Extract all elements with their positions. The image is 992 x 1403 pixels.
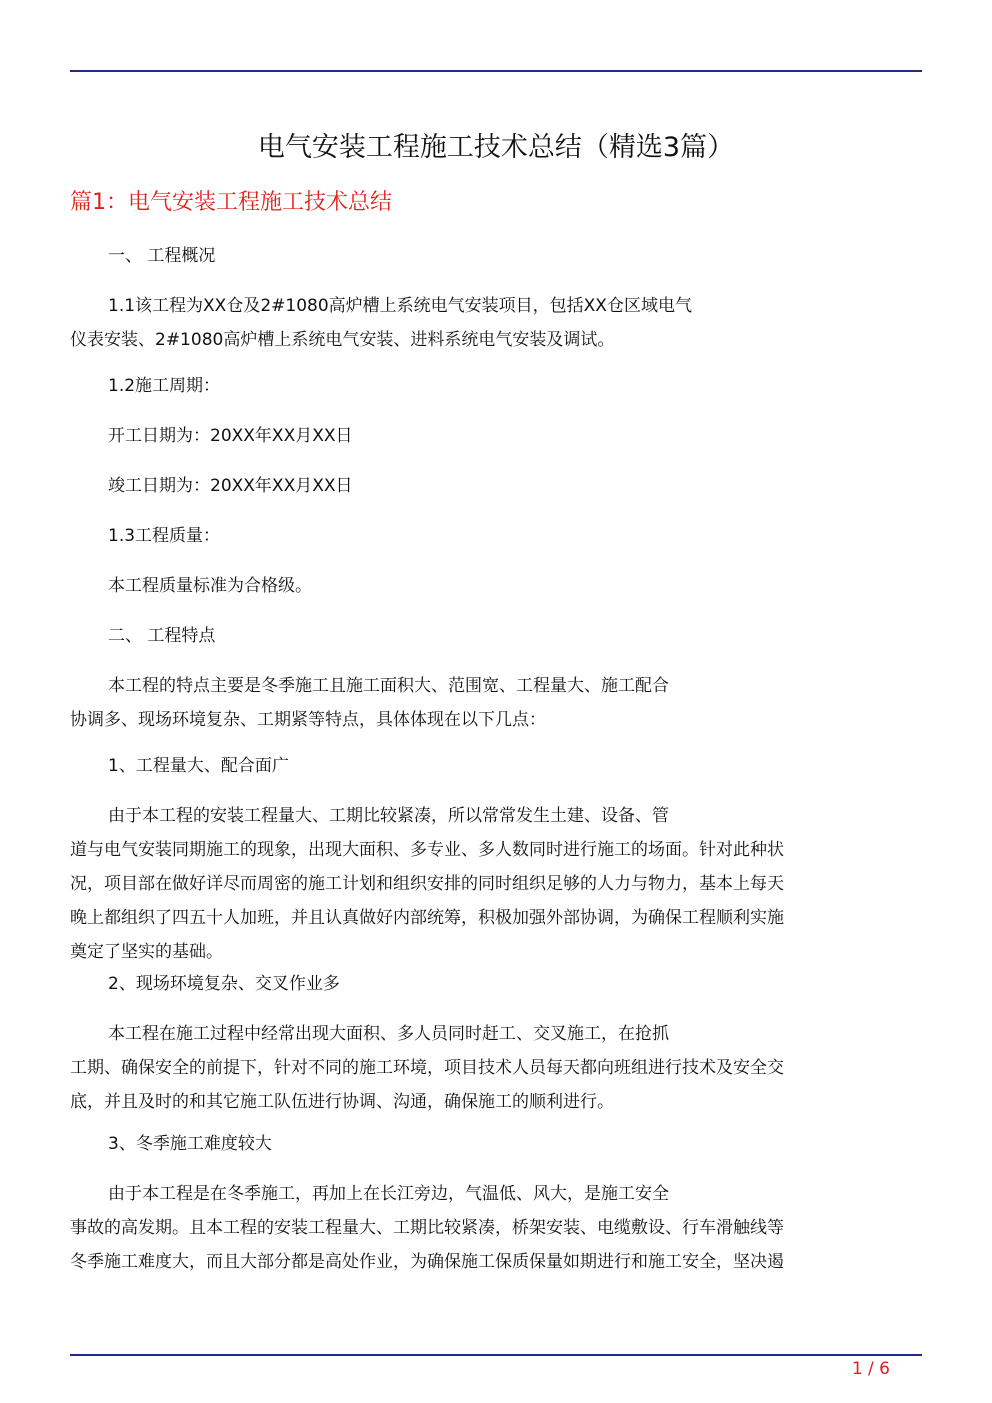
- text-line: 协调多、现场环境复杂、工期紧等特点，具体体现在以下几点：: [70, 710, 546, 730]
- text-line: 工期、确保安全的前提下，针对不同的施工环境，项目技术人员每天都向班组进行技术及安全交: [70, 1058, 784, 1078]
- item-construction-period: [70, 369, 912, 403]
- text-line: 一、 工程概况: [108, 246, 216, 266]
- text-line: 1.3工程质量：: [108, 526, 221, 546]
- text-line: 奠定了坚实的基础。: [70, 942, 223, 962]
- item-completion-date: [70, 469, 912, 503]
- text-line: 况，项目部在做好详尽而周密的施工计划和组织安排的同时组织足够的人力与物力，基本上每天: [70, 874, 784, 894]
- text-line: 本工程在施工过程中经常出现大面积、多人员同时赶工、交叉施工，在抢抓: [108, 1024, 669, 1044]
- text-line: 由于本工程是在冬季施工，再加上在长江旁边，气温低、风大，是施工安全: [108, 1184, 669, 1204]
- text-line: 由于本工程的安装工程量大、工期比较紧凑，所以常常发生土建、设备、管: [108, 806, 669, 826]
- text-line: 2、现场环境复杂、交叉作业多: [108, 974, 340, 994]
- subheading-winter-construction: [70, 1127, 912, 1161]
- header-rule: [70, 70, 922, 72]
- paragraph-features-intro: [70, 669, 912, 737]
- text-line: 底，并且及时的和其它施工队伍进行协调、沟通，确保施工的顺利进行。: [70, 1092, 614, 1112]
- text-line: 本工程的特点主要是冬季施工且施工面积大、范围宽、工程量大、施工配合: [108, 676, 669, 696]
- paragraph-site-environment: [70, 1017, 912, 1119]
- text-line: 晚上都组织了四五十人加班，并且认真做好内部统筹，积极加强外部协调，为确保工程顺利实施: [70, 908, 784, 928]
- heading-overview: [70, 239, 912, 273]
- item-start-date: [70, 419, 912, 453]
- paragraph-project-scope: [70, 289, 912, 357]
- text-line: 二、 工程特点: [108, 626, 216, 646]
- text-line: 本工程质量标准为合格级。: [108, 576, 312, 596]
- text-line: 事故的高发期。且本工程的安装工程量大、工期比较紧凑，桥架安装、电缆敷设、行车滑触线等: [70, 1218, 784, 1238]
- item-quality-standard: [70, 569, 912, 603]
- page-number: 1 / 6: [851, 1359, 890, 1379]
- item-project-quality: [70, 519, 912, 553]
- footer-rule: [70, 1354, 922, 1356]
- heading-features: [70, 619, 912, 653]
- section-heading: 篇1：电气安装工程施工技术总结: [70, 190, 392, 215]
- text-line: 1.2施工周期：: [108, 376, 221, 396]
- text-line: 1.1该工程为XX仓及2#1080高炉槽上系统电气安装项目，包括XX仓区域电气: [108, 296, 692, 316]
- text-line: 竣工日期为：20XX年XX月XX日: [108, 476, 353, 496]
- text-line: 冬季施工难度大，而且大部分都是高处作业，为确保施工保质保量如期进行和施工安全，坚决遏: [70, 1252, 784, 1272]
- paragraph-winter-construction: [70, 1177, 912, 1279]
- text-line: 开工日期为：20XX年XX月XX日: [108, 426, 353, 446]
- text-line: 仪表安装、2#1080高炉槽上系统电气安装、进料系统电气安装及调试。: [70, 330, 615, 350]
- paragraph-workload: [70, 799, 912, 969]
- text-line: 3、冬季施工难度较大: [108, 1134, 272, 1154]
- text-line: 1、工程量大、配合面广: [108, 756, 289, 776]
- subheading-workload: [70, 749, 912, 783]
- subheading-site-environment: [70, 967, 912, 1001]
- document-title: 电气安装工程施工技术总结（精选3篇）: [257, 132, 735, 163]
- text-line: 道与电气安装同期施工的现象，出现大面积、多专业、多人数同时进行施工的场面。针对此种状: [70, 840, 784, 860]
